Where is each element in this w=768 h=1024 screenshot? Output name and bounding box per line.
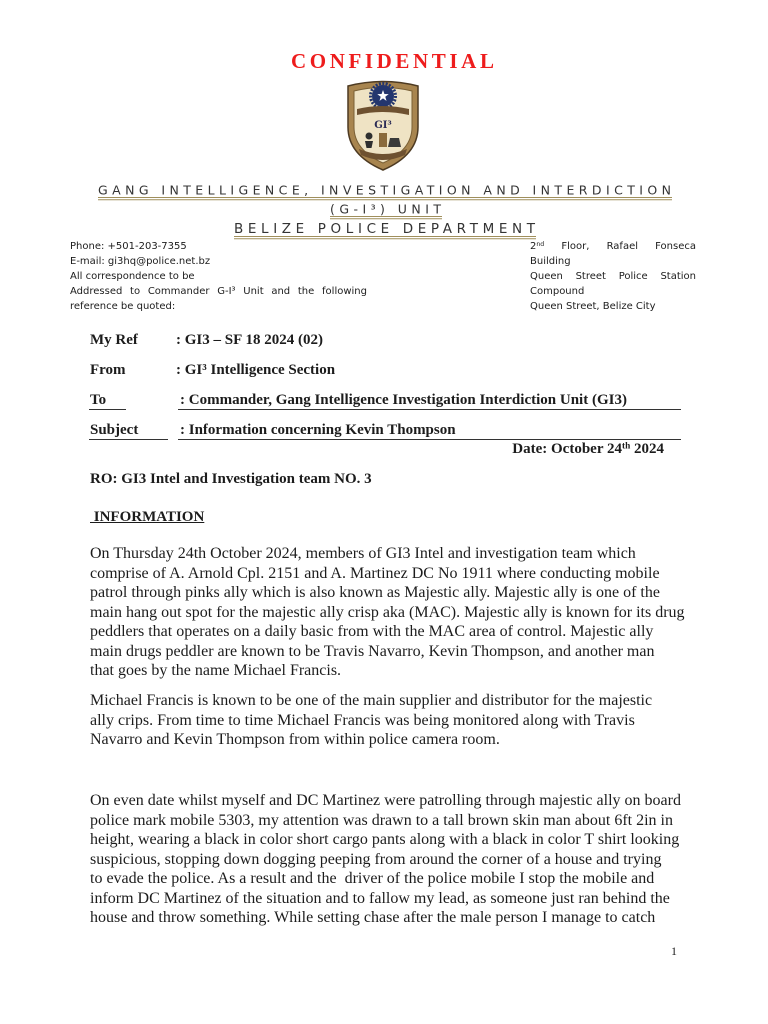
paragraph-line: Navarro and Kevin Thompson from within police camera room. (90, 731, 500, 749)
date-year: 2024 (630, 441, 664, 457)
address-line: Queen Street Police Station (530, 270, 696, 282)
paragraph-line: Michael Francis is known to be one of the main supplier and distributor for the majestic (90, 692, 653, 710)
memo-date (512, 440, 664, 458)
section-heading: INFORMATION (90, 509, 205, 525)
confidential-heading: CONFIDENTIAL (291, 49, 498, 73)
address-floor-text: Floor, Rafael Fonseca (544, 240, 696, 252)
address-line: Compound (530, 285, 585, 297)
ref-label: My Ref (90, 332, 138, 348)
paragraph-line: to evade the police. As a result and the driver of the police mobile I stop the mobile and (90, 870, 655, 888)
to-label: To (90, 392, 107, 408)
to-value: : Commander, Gang Intelligence Investigation Interdiction Unit (GI3) (180, 392, 627, 408)
contact-note: Addressed to Commander G-I³ Unit and the following (70, 285, 367, 297)
paragraph-line: comprise of A. Arnold Cpl. 2151 and A. Martinez DC No 1911 where conducting mobile (90, 564, 660, 582)
paragraph-line: patrol through pinks ally which is also known as Majestic ally. Majestic ally is one of the (90, 584, 660, 602)
from-label: From (90, 362, 126, 378)
address-floor-suffix: nd (536, 240, 545, 248)
paragraph-line: peddlers that operates on a daily basic from with the MAC area of control. Majestic ally (90, 623, 654, 641)
badge-figure-head (366, 133, 373, 140)
from-value: : GI³ Intelligence Section (176, 362, 336, 378)
body-paragraph-3 (90, 791, 681, 928)
paragraph-line: height, wearing a black in color short cargo pants along with a black in color T shirt looking (90, 831, 680, 849)
to-value-underline (178, 409, 681, 410)
unit-header (0, 180, 768, 244)
ref-row-to (0, 391, 768, 409)
badge-monogram: GI³ (374, 120, 392, 131)
date-ordinal: th (621, 441, 631, 452)
paragraph-line: main drugs peddler are known to be Travis Navarro, Kevin Thompson, and another man (90, 642, 655, 660)
contact-block (70, 239, 367, 314)
department-name: BELIZE POLICE DEPARTMENT (234, 221, 535, 237)
paragraph-line: main hang out spot for the majestic ally crisp aka (MAC). Majestic ally is known for its drug (90, 603, 685, 621)
unit-abbreviation: (G-I³) UNIT (330, 201, 441, 217)
unit-name: GANG INTELLIGENCE, INVESTIGATION AND INTERDICTION (98, 182, 671, 198)
paragraph-line: On even date whilst myself and DC Martinez were patrolling through majestic ally on board (90, 792, 681, 810)
paragraph-line: ally crips. From time to time Michael Francis was being monitored along with Travis (90, 711, 635, 729)
page-number: 1 (671, 944, 677, 958)
body-paragraph-1 (90, 544, 685, 681)
contact-phone: Phone: +501-203-7355 (70, 240, 187, 252)
paragraph-line: suspicious, stopping down dogging peeping from around the corner of a house and trying (90, 850, 662, 868)
ro-line: RO: GI3 Intel and Investigation team NO. 3 (90, 471, 372, 487)
address-block (530, 239, 696, 314)
date-prefix: Date: October 24 (512, 441, 622, 457)
paragraph-line: On Thursday 24th October 2024, members of GI3 Intel and investigation team which (90, 545, 636, 563)
contact-note: reference be quoted: (70, 300, 176, 312)
contact-note: All correspondence to be (70, 270, 195, 282)
body-paragraph-2 (90, 691, 652, 750)
subject-label-underline (89, 439, 168, 440)
paragraph-line: inform DC Martinez of the situation and to fallow my lead, as someone just ran behind the (90, 889, 670, 907)
gi3-badge-logo (343, 77, 423, 171)
address-line: Queen Street, Belize City (530, 300, 656, 312)
ref-value: : GI3 – SF 18 2024 (02) (176, 332, 323, 348)
address-line (530, 239, 696, 254)
ref-row-from (0, 361, 768, 379)
contact-email: E-mail: gi3hq@police.net.bz (70, 255, 211, 267)
address-line: Building (530, 255, 571, 267)
paragraph-line: police mark mobile 5303, my attention was drawn to a tall brown skin man about 6ft 2in in (90, 811, 673, 829)
badge-right-figure (388, 138, 401, 147)
subject-label: Subject (90, 422, 139, 438)
paragraph-line: house and throw something. While setting chase after the male person I manage to catch (90, 909, 656, 927)
ref-row-my-ref (0, 331, 768, 349)
address-floor-number: 2 (530, 240, 537, 252)
paragraph-line: that goes by the name Michael Francis. (90, 662, 342, 680)
badge-center-mark (379, 133, 387, 147)
subject-value: : Information concerning Kevin Thompson (180, 422, 456, 438)
ref-row-subject (0, 421, 768, 439)
to-label-underline (89, 409, 126, 410)
